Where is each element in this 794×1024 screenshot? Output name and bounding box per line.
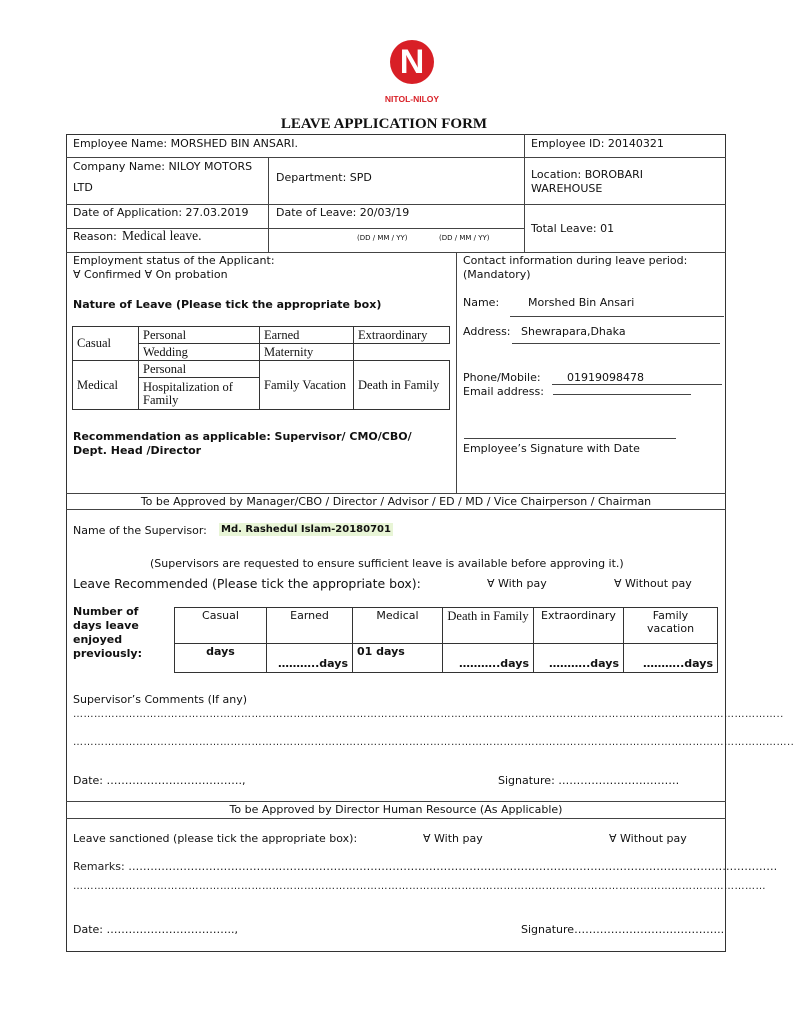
days-col-earned: Earned [267,608,353,644]
leave-option-maternity[interactable]: Maternity [260,344,354,361]
employment-status-heading: Employment status of the Applicant: [73,254,275,267]
divider [268,157,269,252]
company-logo [371,40,453,112]
date-format-hint: (DD / MM / YY) [439,234,490,242]
employee-name: Employee Name: MORSHED BIN ANSARI. [73,137,298,150]
days-col-extraordinary: Extraordinary [534,608,624,644]
divider [66,204,726,205]
divider [66,509,726,510]
days-enjoyed-table [174,607,718,673]
reason-label: Reason: [73,230,117,243]
days-col-family-vacation: Family vacation [624,608,718,644]
company-name: Company Name: NILOY MOTORS [73,160,253,173]
contact-phone-label: Phone/Mobile: [463,371,541,384]
divider [66,157,726,158]
employee-signature-label: Employee’s Signature with Date [463,442,640,455]
recommend-without-pay[interactable]: ∀ Without pay [614,577,692,590]
supervisor-comments-line[interactable]: …………………………………………………………………………………………………………………………………………………………………………………….. [73,737,794,748]
department: Department: SPD [276,171,372,184]
leave-recommended-label: Leave Recommended (Please tick the appropriate box): [73,576,421,591]
days-value-earned[interactable]: ………..days [267,644,353,673]
total-leave: Total Leave: 01 [531,222,615,235]
divider [456,252,457,493]
leave-option-personal-medical[interactable]: Personal [139,361,260,378]
recommend-with-pay[interactable]: ∀ With pay [487,577,547,590]
date-of-leave: Date of Leave: 20/03/19 [276,206,410,219]
employee-id: Employee ID: 20140321 [531,137,664,150]
hr-date[interactable]: Date: …………………………….., [73,923,238,936]
recommendation-heading-cont: Dept. Head /Director [73,444,202,457]
location-cont: WAREHOUSE [531,182,603,195]
days-value-extraordinary[interactable]: ………..days [534,644,624,673]
days-enjoyed-heading: enjoyed [73,633,123,646]
contact-phone-value[interactable]: 01919098478 [567,371,644,384]
location: Location: BOROBARI [531,168,643,181]
days-col-casual: Casual [175,608,267,644]
leave-option-earned[interactable]: Earned [260,327,354,344]
underline[interactable] [553,394,691,395]
underline [510,316,724,317]
days-value-casual[interactable]: days [175,644,267,673]
employment-status-options[interactable]: ∀ Confirmed ∀ On probation [73,268,228,281]
leave-option-extraordinary[interactable]: Extraordinary [354,327,450,344]
leave-option-family-vacation[interactable]: Family Vacation [260,361,354,410]
nature-of-leave-table [72,326,450,410]
supervisor-signature[interactable]: Signature: …………………………… [498,774,680,787]
remarks-line[interactable]: Remarks: …………………………………………………………………………………………………………………………………………………………… [73,860,778,873]
days-value-family-vacation[interactable]: ………..days [624,644,718,673]
approval-heading-hr: To be Approved by Director Human Resource (As Applicable) [229,803,563,816]
form-title: LEAVE APPLICATION FORM [280,116,488,132]
sanction-with-pay[interactable]: ∀ With pay [423,832,483,845]
contact-name-label: Name: [463,296,500,309]
days-col-medical: Medical [353,608,443,644]
contact-heading-cont: (Mandatory) [463,268,531,281]
contact-address-label: Address: [463,325,511,338]
contact-heading: Contact information during leave period: [463,254,688,267]
sanction-without-pay[interactable]: ∀ Without pay [609,832,687,845]
leave-type-medical[interactable]: Medical [73,361,139,410]
days-enjoyed-heading: previously: [73,647,142,660]
company-name-cont: LTD [73,181,93,194]
logo-circle [390,40,434,84]
logo-brand-text: NITOL-NILOY [384,94,440,104]
approval-heading-manager: To be Approved by Manager/CBO / Director / Advisor / ED / MD / Vice Chairperson / Chairman [140,495,652,508]
underline [512,343,720,344]
supervisor-date[interactable]: Date: ………………………………., [73,774,246,787]
underline [552,384,722,385]
leave-option-death-in-family[interactable]: Death in Family [354,361,450,410]
contact-email-label: Email address: [463,385,544,398]
days-value-medical[interactable]: 01 days [353,644,443,673]
divider [66,801,726,802]
divider [524,134,525,252]
hr-signature[interactable]: Signature………………………………….. [521,923,725,936]
divider [66,252,726,253]
leave-option-hospitalization[interactable]: Hospitalization of Family [139,378,260,410]
days-col-death-in-family: Death in Family [443,608,534,644]
reason-value: Medical leave. [122,228,202,243]
supervisor-note: (Supervisors are requested to ensure sufficient leave is available before approving it.) [150,557,624,570]
date-of-application: Date of Application: 27.03.2019 [73,206,249,219]
supervisor-comments-label: Supervisor’s Comments (If any) [73,693,248,706]
divider [66,818,726,819]
leave-sanctioned-label: Leave sanctioned (please tick the appropriate box): [73,832,358,845]
leave-type-casual[interactable]: Casual [73,327,139,361]
contact-address-value[interactable]: Shewrapara,Dhaka [521,325,626,338]
signature-line [464,438,676,439]
days-value-death-in-family[interactable]: ………..days [443,644,534,673]
remarks-line[interactable]: ……………………………………………………………………………………………………………………………………………………………………………… [73,881,766,892]
leave-option-wedding[interactable]: Wedding [139,344,260,361]
recommendation-heading: Recommendation as applicable: Supervisor/ CMO/CBO/ [73,430,412,443]
date-format-hint: (DD / MM / YY) [357,234,408,242]
supervisor-value[interactable]: Md. Rashedul Islam-20180701 [221,524,391,535]
leave-option-personal[interactable]: Personal [139,327,260,344]
divider [66,493,726,494]
supervisor-comments-line[interactable]: ………………………………………………………………………………………………………………………………………………………………………………….. [73,709,784,720]
nature-of-leave-heading: Nature of Leave (Please tick the appropriate box) [73,298,382,311]
days-enjoyed-heading: Number of [73,605,139,618]
contact-name-value[interactable]: Morshed Bin Ansari [528,296,635,309]
days-enjoyed-heading: days leave [73,619,139,632]
supervisor-label: Name of the Supervisor: [73,524,207,537]
logo-mark: N [399,43,425,81]
empty-cell [354,344,450,361]
